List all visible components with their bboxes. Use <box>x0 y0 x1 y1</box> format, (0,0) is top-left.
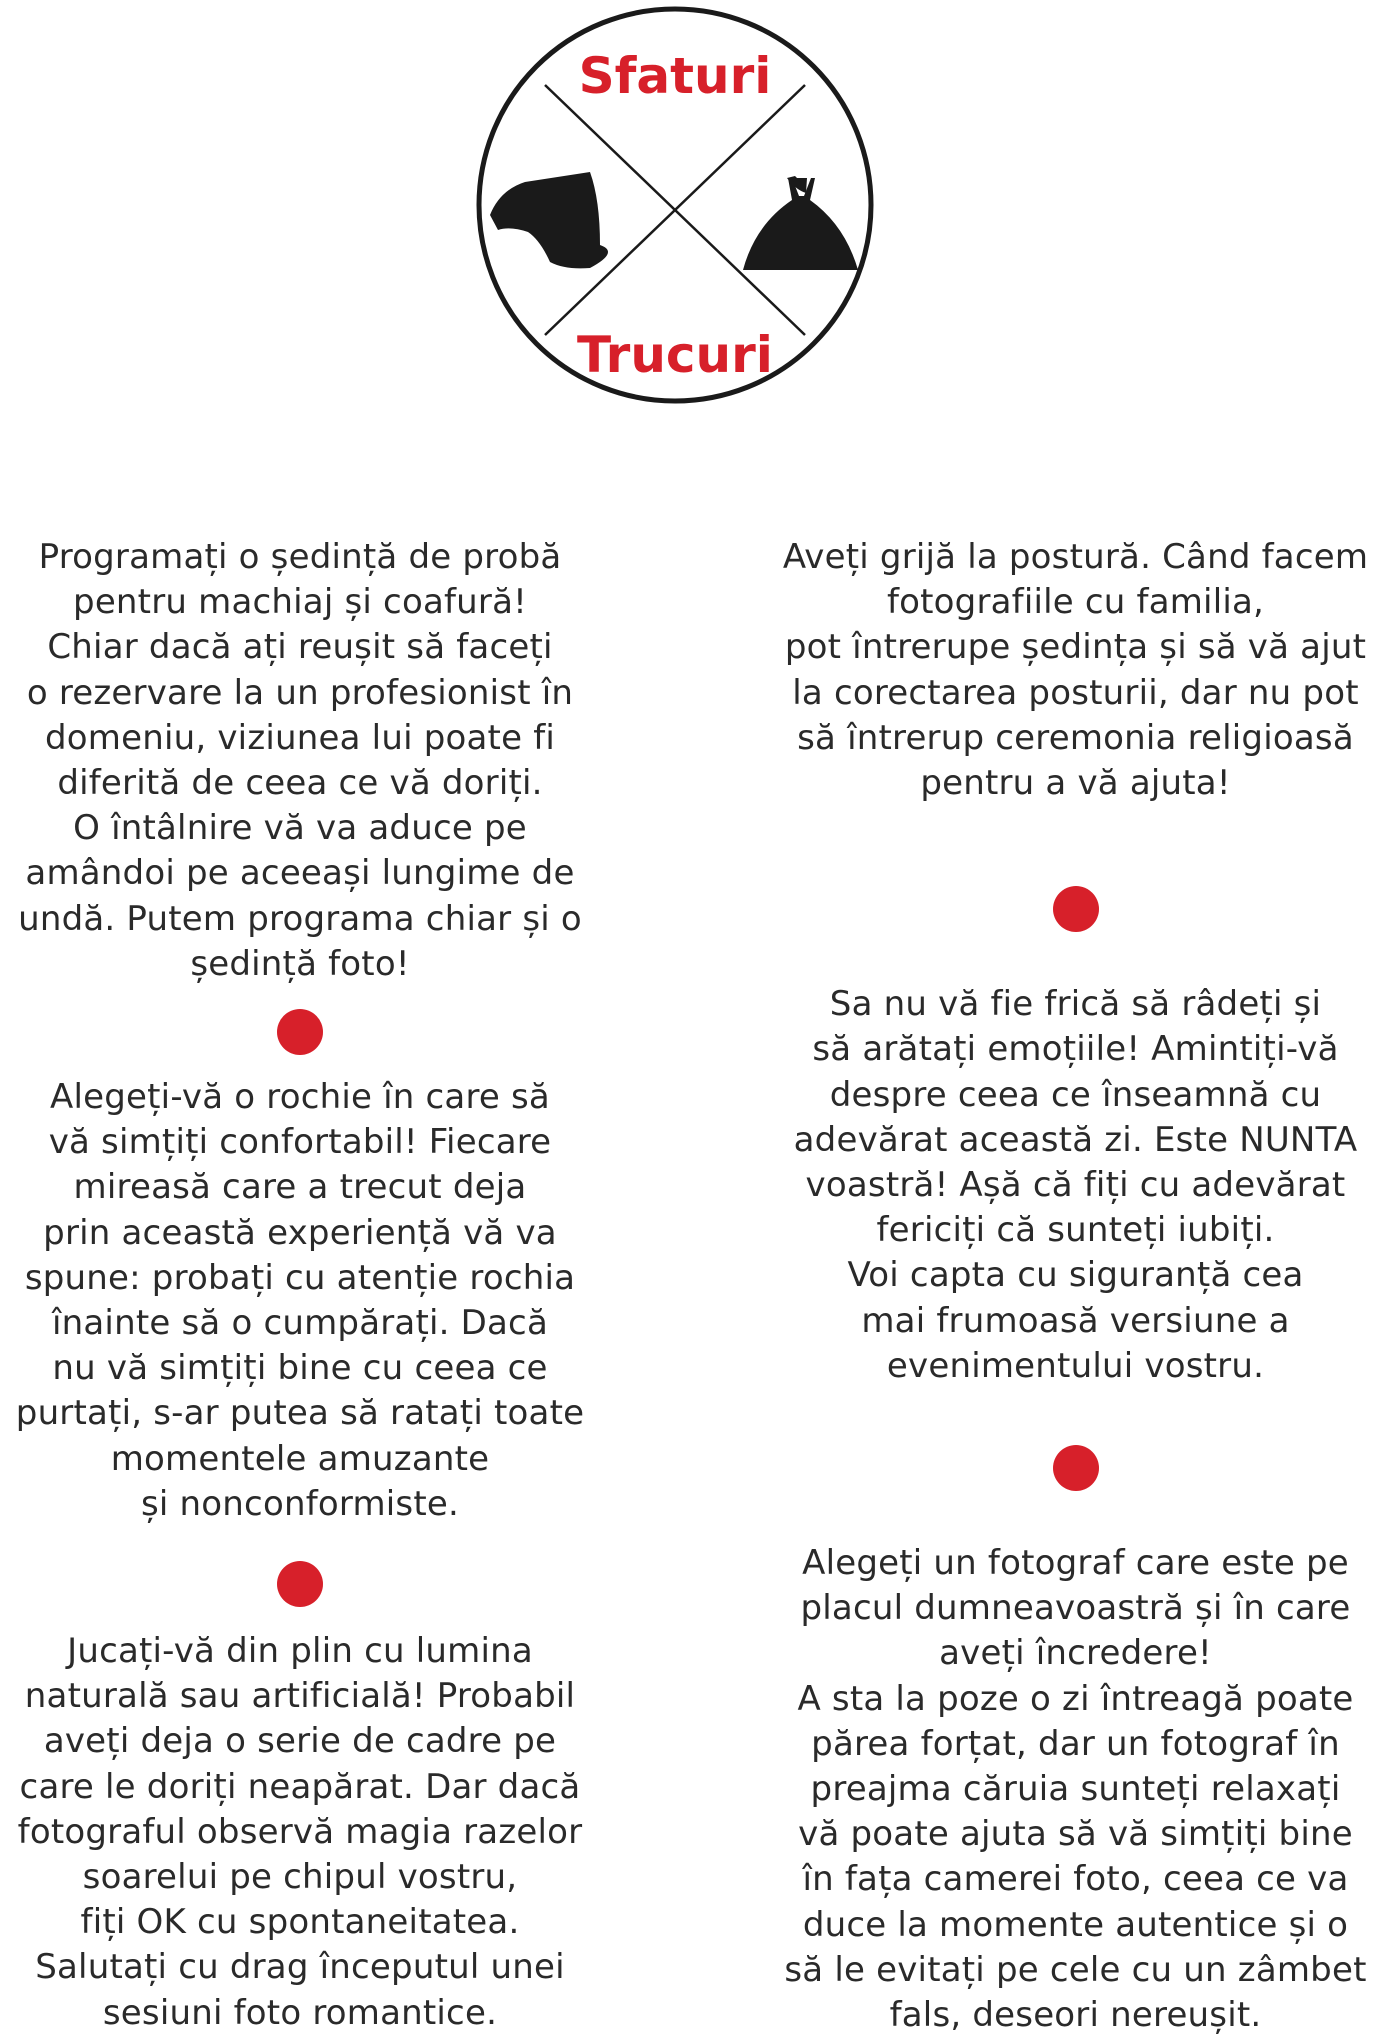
logo-top-word: Sfaturi <box>578 47 772 105</box>
tip-choose-photographer: Alegeți un fotograf care este pe placul dumneavoastră și în care aveți încredere! A sta la poze o zi întreagă poate părea forțat, dar un fotograf în preajma căruia sunteți relaxați vă poate ajuta să vă simțiți bine în fața camerei foto, ceea ce va duce la momente autentice și o să le evitați pe cele cu un zâmbet fals, deseori nereușit. <box>784 1543 1367 2036</box>
wedding-dress-icon <box>743 176 858 270</box>
bullet-dot <box>1053 886 1099 932</box>
bullet-dot <box>277 1561 323 1607</box>
logo-emblem <box>450 0 920 420</box>
tip-posture: Aveți grijă la postură. Când facem fotografiile cu familia, pot întrerupe ședința și să vă ajut la corectarea posturii, dar nu pot să întrerup ceremonia religioasă pentru a vă ajuta! <box>782 537 1369 804</box>
tip-show-emotions: Sa nu vă fie frică să râdeți și să arătați emoțiile! Amintiți-vă despre ceea ce înseamnă cu adevărat această zi. Este NUNTA voastră! Așă că fiți cu adevărat fericiți că sunteți iubiți. Voi capta cu siguranță cea mai frumoasă versiune a evenimentului vostru. <box>793 984 1358 1386</box>
logo-bottom-word: Trucuri <box>577 326 773 384</box>
right-tips-column <box>760 535 1391 2038</box>
tip-trial-session: Programați o ședință de probă pentru machiaj și coafură! Chiar dacă ați reușit să faceți o rezervare la un profesionist în domeniu, viziunea lui poate fi diferită de ceea ce vă doriți. O întâlnire vă va aduce pe amândoi pe aceeași lungime de undă. Putem programa chiar și o ședință foto! <box>18 537 582 984</box>
tip-comfortable-dress: Alegeți-vă o rochie în care să vă simțiți confortabil! Fiecare mireasă care a trecut deja prin această experiență vă va spune: probați cu atenție rochia înainte să o cumpărați. Dacă nu vă simțiți bine cu ceea ce purtați, s-ar putea să ratați toate momentele amuzante și nonconformiste. <box>15 1077 585 1524</box>
bullet-dot <box>1053 1445 1099 1491</box>
tip-lighting: Jucați-vă din plin cu lumina naturală sau artificială! Probabil aveți deja o serie de cadre pe care le doriți neapărat. Dar dacă fotograful observă magia razelor soarelui pe chipul vostru, fiți OK cu spontaneitatea. Salutați cu drag începutul unei sesiuni foto romantice. <box>17 1631 583 2033</box>
bullet-dot <box>277 1009 323 1055</box>
left-tips-column <box>0 535 600 2036</box>
sfaturi-trucuri-logo <box>0 0 1391 460</box>
top-hat-icon <box>490 172 608 268</box>
